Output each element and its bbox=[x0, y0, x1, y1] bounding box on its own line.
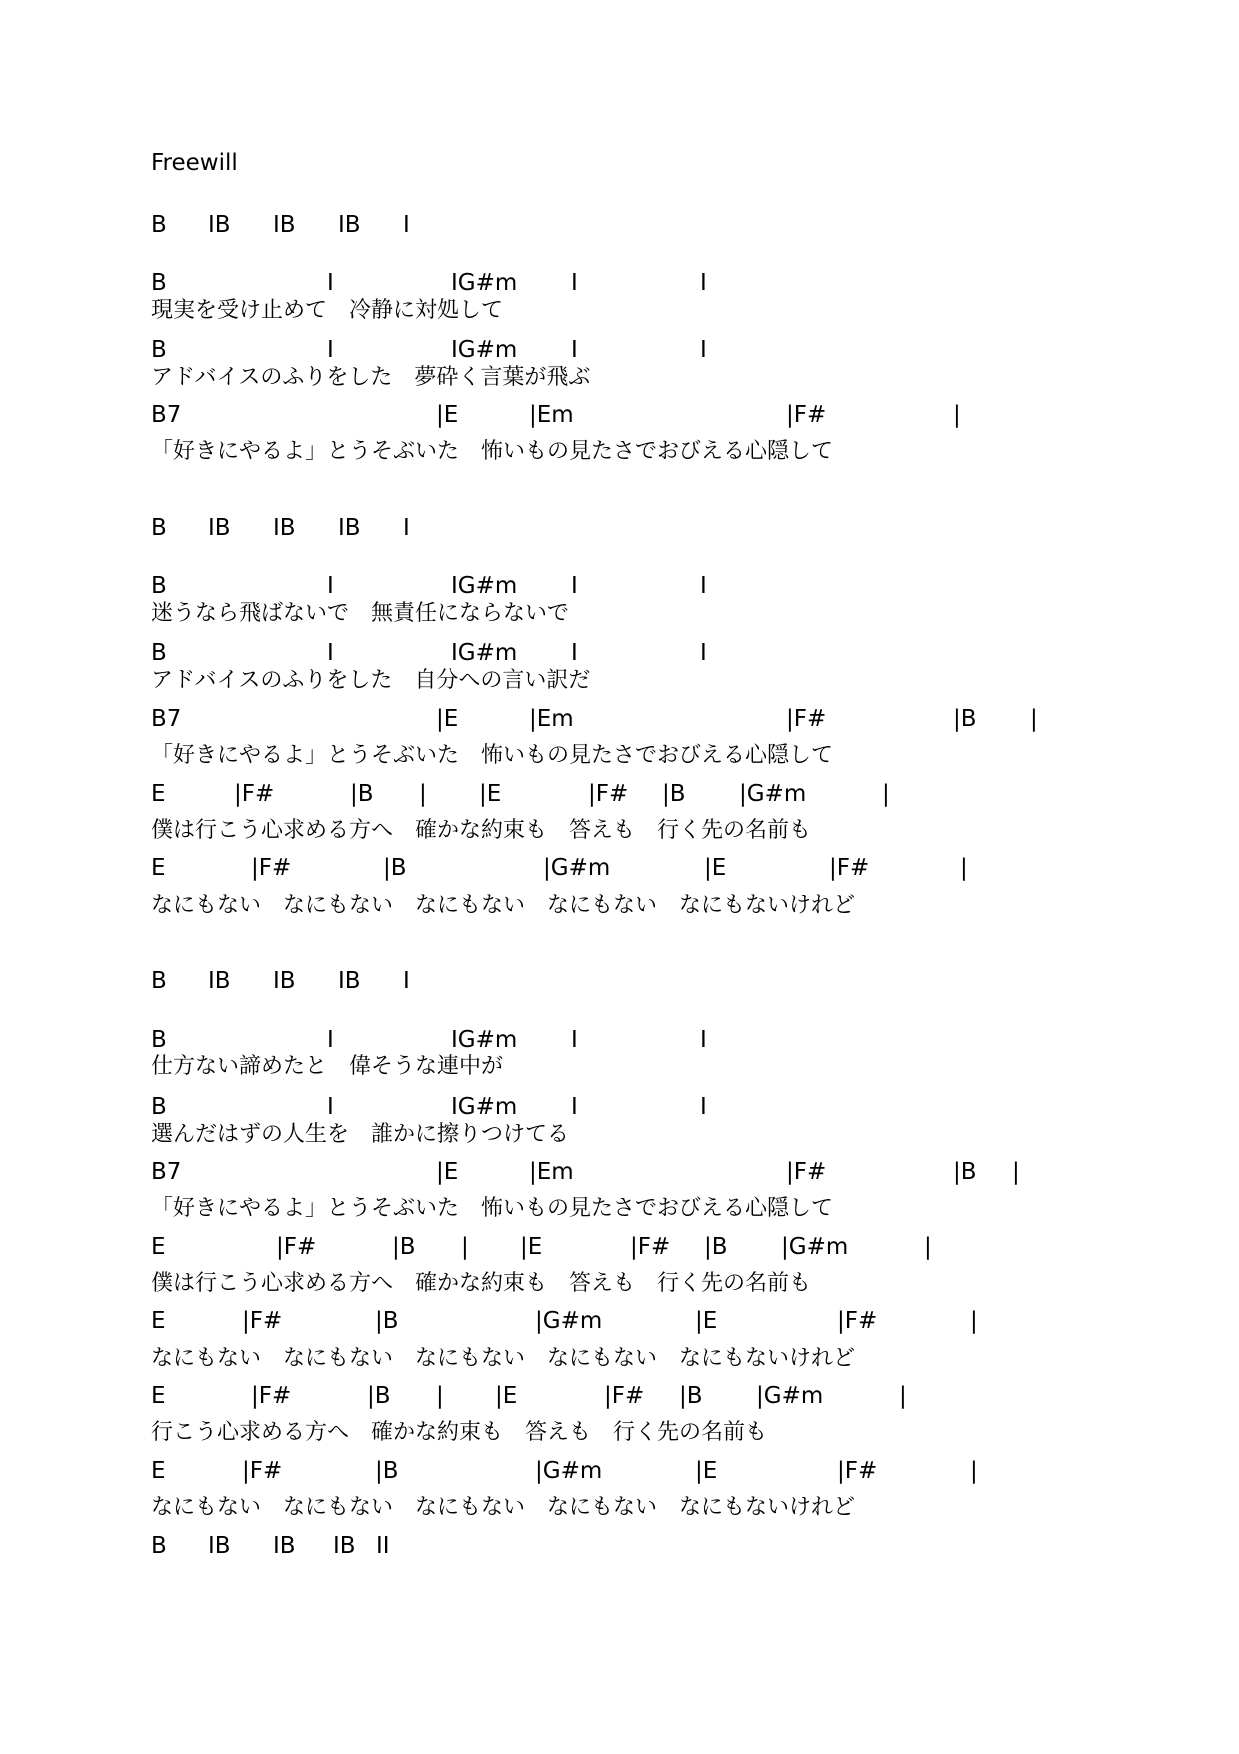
chord-symbol: |F# bbox=[837, 1458, 878, 1484]
chord-symbol: |B bbox=[704, 1234, 728, 1260]
chord-symbol: IG#m bbox=[451, 640, 518, 666]
chord-symbol: |E bbox=[436, 706, 459, 732]
chord-symbol: |B bbox=[953, 1159, 977, 1185]
chord-symbol: B bbox=[151, 515, 167, 541]
chord-symbol: IB bbox=[338, 968, 361, 994]
lyric-line: アドバイスのふりをした 夢砕く言葉が飛ぶ bbox=[151, 365, 591, 390]
chord-symbol: |F# bbox=[588, 781, 629, 807]
chord-symbol: B bbox=[151, 270, 167, 296]
lyric-line: アドバイスのふりをした 自分への言い訳だ bbox=[151, 668, 591, 693]
chord-line bbox=[0, 1157, 1239, 1187]
chord-symbol: IG#m bbox=[451, 337, 518, 363]
chord-symbol: B7 bbox=[151, 1159, 182, 1185]
chord-symbol: I bbox=[403, 968, 410, 994]
lyric-line: 「好きにやるよ」とうそぶいた 怖いもの見たさでおびえる心隠して bbox=[151, 743, 834, 768]
lyric-line: 選んだはずの人生を 誰かに擦りつけてる bbox=[151, 1122, 570, 1147]
chord-symbol: I bbox=[571, 640, 578, 666]
lyric-line: 「好きにやるよ」とうそぶいた 怖いもの見たさでおびえる心隠して bbox=[151, 439, 834, 464]
chord-symbol: I bbox=[571, 573, 578, 599]
chord-symbol: |E bbox=[479, 781, 502, 807]
chord-symbol: |E bbox=[495, 1383, 518, 1409]
chord-symbol: |G#m bbox=[535, 1458, 603, 1484]
chord-line bbox=[0, 1531, 1239, 1561]
chord-symbol: IG#m bbox=[451, 1027, 518, 1053]
chord-symbol: I bbox=[327, 573, 334, 599]
chord-symbol: IB bbox=[273, 212, 296, 238]
chord-symbol: B bbox=[151, 1094, 167, 1120]
chord-line bbox=[0, 966, 1239, 996]
chord-symbol: | bbox=[882, 781, 890, 807]
chord-symbol: | bbox=[419, 781, 427, 807]
chord-line bbox=[0, 1232, 1239, 1262]
chord-symbol: E bbox=[151, 781, 166, 807]
chord-symbol: E bbox=[151, 1458, 166, 1484]
chord-symbol: |F# bbox=[234, 781, 275, 807]
chord-line bbox=[0, 638, 1239, 668]
chord-symbol: IB bbox=[208, 212, 231, 238]
chord-symbol: | bbox=[970, 1308, 978, 1334]
chord-symbol: |E bbox=[436, 1159, 459, 1185]
chord-symbol: I bbox=[700, 1027, 707, 1053]
chord-symbol: |F# bbox=[829, 855, 870, 881]
chord-line bbox=[0, 1092, 1239, 1122]
chord-symbol: B bbox=[151, 640, 167, 666]
chord-line bbox=[0, 853, 1239, 883]
chord-symbol: |G#m bbox=[781, 1234, 849, 1260]
chord-line bbox=[0, 1456, 1239, 1486]
chord-symbol: |G#m bbox=[543, 855, 611, 881]
chord-symbol: E bbox=[151, 1234, 166, 1260]
chord-symbol: IB bbox=[273, 968, 296, 994]
chord-symbol: |B bbox=[662, 781, 686, 807]
lyric-line: 行こう心求める方へ 確かな約束も 答えも 行く先の名前も bbox=[151, 1420, 768, 1445]
chord-symbol: |B bbox=[375, 1458, 399, 1484]
chord-symbol: |E bbox=[704, 855, 727, 881]
chord-symbol: B bbox=[151, 212, 167, 238]
chord-symbol: |B bbox=[375, 1308, 399, 1334]
chord-symbol: IG#m bbox=[451, 573, 518, 599]
chord-symbol: I bbox=[403, 515, 410, 541]
chord-symbol: |B bbox=[953, 706, 977, 732]
chord-symbol: I bbox=[327, 1027, 334, 1053]
chord-symbol: |G#m bbox=[535, 1308, 603, 1334]
chord-symbol: IG#m bbox=[451, 270, 518, 296]
chord-symbol: |B bbox=[679, 1383, 703, 1409]
chord-symbol: I bbox=[571, 1027, 578, 1053]
chord-symbol: |G#m bbox=[739, 781, 807, 807]
chord-symbol: |F# bbox=[242, 1458, 283, 1484]
chord-line bbox=[0, 1025, 1239, 1055]
chord-symbol: | bbox=[953, 402, 961, 428]
chord-symbol: |F# bbox=[786, 706, 827, 732]
lyric-line: なにもない なにもない なにもない なにもない なにもないけれど bbox=[151, 893, 856, 918]
chord-symbol: | bbox=[970, 1458, 978, 1484]
chord-symbol: I bbox=[403, 212, 410, 238]
chord-symbol: II bbox=[376, 1533, 390, 1559]
chord-symbol: I bbox=[327, 337, 334, 363]
chord-symbol: B bbox=[151, 968, 167, 994]
lyric-line: 僕は行こう心求める方へ 確かな約束も 答えも 行く先の名前も bbox=[151, 818, 812, 843]
chord-symbol: IB bbox=[273, 1533, 296, 1559]
chord-symbol: | bbox=[461, 1234, 469, 1260]
chord-symbol: B bbox=[151, 573, 167, 599]
chord-symbol: B7 bbox=[151, 402, 182, 428]
chord-symbol: IB bbox=[208, 1533, 231, 1559]
chord-symbol: |F# bbox=[630, 1234, 671, 1260]
chord-symbol: |F# bbox=[251, 855, 292, 881]
chord-symbol: |E bbox=[695, 1308, 718, 1334]
chord-symbol: IB bbox=[333, 1533, 356, 1559]
chord-line bbox=[0, 571, 1239, 601]
chord-symbol: | bbox=[1030, 706, 1038, 732]
chord-symbol: I bbox=[700, 270, 707, 296]
chord-symbol: I bbox=[700, 1094, 707, 1120]
chord-symbol: B7 bbox=[151, 706, 182, 732]
chord-symbol: I bbox=[327, 270, 334, 296]
chord-symbol: E bbox=[151, 1308, 166, 1334]
lyric-line: なにもない なにもない なにもない なにもない なにもないけれど bbox=[151, 1495, 856, 1520]
lyric-line: なにもない なにもない なにもない なにもない なにもないけれど bbox=[151, 1346, 856, 1371]
chord-symbol: B bbox=[151, 337, 167, 363]
chord-line bbox=[0, 1306, 1239, 1336]
chord-line bbox=[0, 268, 1239, 298]
chord-symbol: I bbox=[571, 270, 578, 296]
lyric-line: 迷うなら飛ばないで 無責任にならないで bbox=[151, 601, 570, 626]
chord-symbol: | bbox=[899, 1383, 907, 1409]
chord-symbol: |F# bbox=[242, 1308, 283, 1334]
chord-symbol: I bbox=[327, 640, 334, 666]
chord-symbol: |Em bbox=[529, 1159, 574, 1185]
chord-line bbox=[0, 1381, 1239, 1411]
chord-symbol: |E bbox=[436, 402, 459, 428]
chord-symbol: I bbox=[700, 640, 707, 666]
chord-line bbox=[0, 400, 1239, 430]
chord-symbol: | bbox=[1012, 1159, 1020, 1185]
chord-symbol: |B bbox=[367, 1383, 391, 1409]
chord-symbol: IB bbox=[338, 515, 361, 541]
chord-line bbox=[0, 210, 1239, 240]
chord-symbol: IB bbox=[338, 212, 361, 238]
chord-symbol: | bbox=[924, 1234, 932, 1260]
chord-symbol: E bbox=[151, 1383, 166, 1409]
chord-symbol: | bbox=[436, 1383, 444, 1409]
chord-symbol: B bbox=[151, 1027, 167, 1053]
chord-symbol: I bbox=[571, 337, 578, 363]
chord-symbol: I bbox=[571, 1094, 578, 1120]
chord-symbol: | bbox=[960, 855, 968, 881]
chord-line bbox=[0, 779, 1239, 809]
chord-symbol: |F# bbox=[251, 1383, 292, 1409]
chord-symbol: IB bbox=[208, 968, 231, 994]
chord-symbol: |E bbox=[520, 1234, 543, 1260]
chord-symbol: IB bbox=[208, 515, 231, 541]
lyric-line: 現実を受け止めて 冷静に対処して bbox=[151, 298, 504, 323]
chord-symbol: E bbox=[151, 855, 166, 881]
chord-line bbox=[0, 513, 1239, 543]
chord-symbol: |F# bbox=[604, 1383, 645, 1409]
song-title: Freewill bbox=[151, 150, 238, 176]
chord-symbol: IG#m bbox=[451, 1094, 518, 1120]
chord-line bbox=[0, 335, 1239, 365]
chord-symbol: |B bbox=[350, 781, 374, 807]
chord-symbol: |B bbox=[383, 855, 407, 881]
chord-symbol: |Em bbox=[529, 402, 574, 428]
lyric-line: 僕は行こう心求める方へ 確かな約束も 答えも 行く先の名前も bbox=[151, 1271, 812, 1296]
chord-symbol: I bbox=[327, 1094, 334, 1120]
chord-symbol: IB bbox=[273, 515, 296, 541]
lyric-line: 仕方ない諦めたと 偉そうな連中が bbox=[151, 1054, 504, 1079]
chord-symbol: |G#m bbox=[756, 1383, 824, 1409]
chord-symbol: |Em bbox=[529, 706, 574, 732]
chord-line bbox=[0, 704, 1239, 734]
chord-symbol: |F# bbox=[837, 1308, 878, 1334]
chord-symbol: |E bbox=[695, 1458, 718, 1484]
chord-symbol: |B bbox=[392, 1234, 416, 1260]
chord-symbol: I bbox=[700, 337, 707, 363]
lyric-line: 「好きにやるよ」とうそぶいた 怖いもの見たさでおびえる心隠して bbox=[151, 1196, 834, 1221]
chord-symbol: B bbox=[151, 1533, 167, 1559]
chord-symbol: |F# bbox=[786, 1159, 827, 1185]
chord-symbol: |F# bbox=[786, 402, 827, 428]
chord-symbol: |F# bbox=[276, 1234, 317, 1260]
chord-symbol: I bbox=[700, 573, 707, 599]
